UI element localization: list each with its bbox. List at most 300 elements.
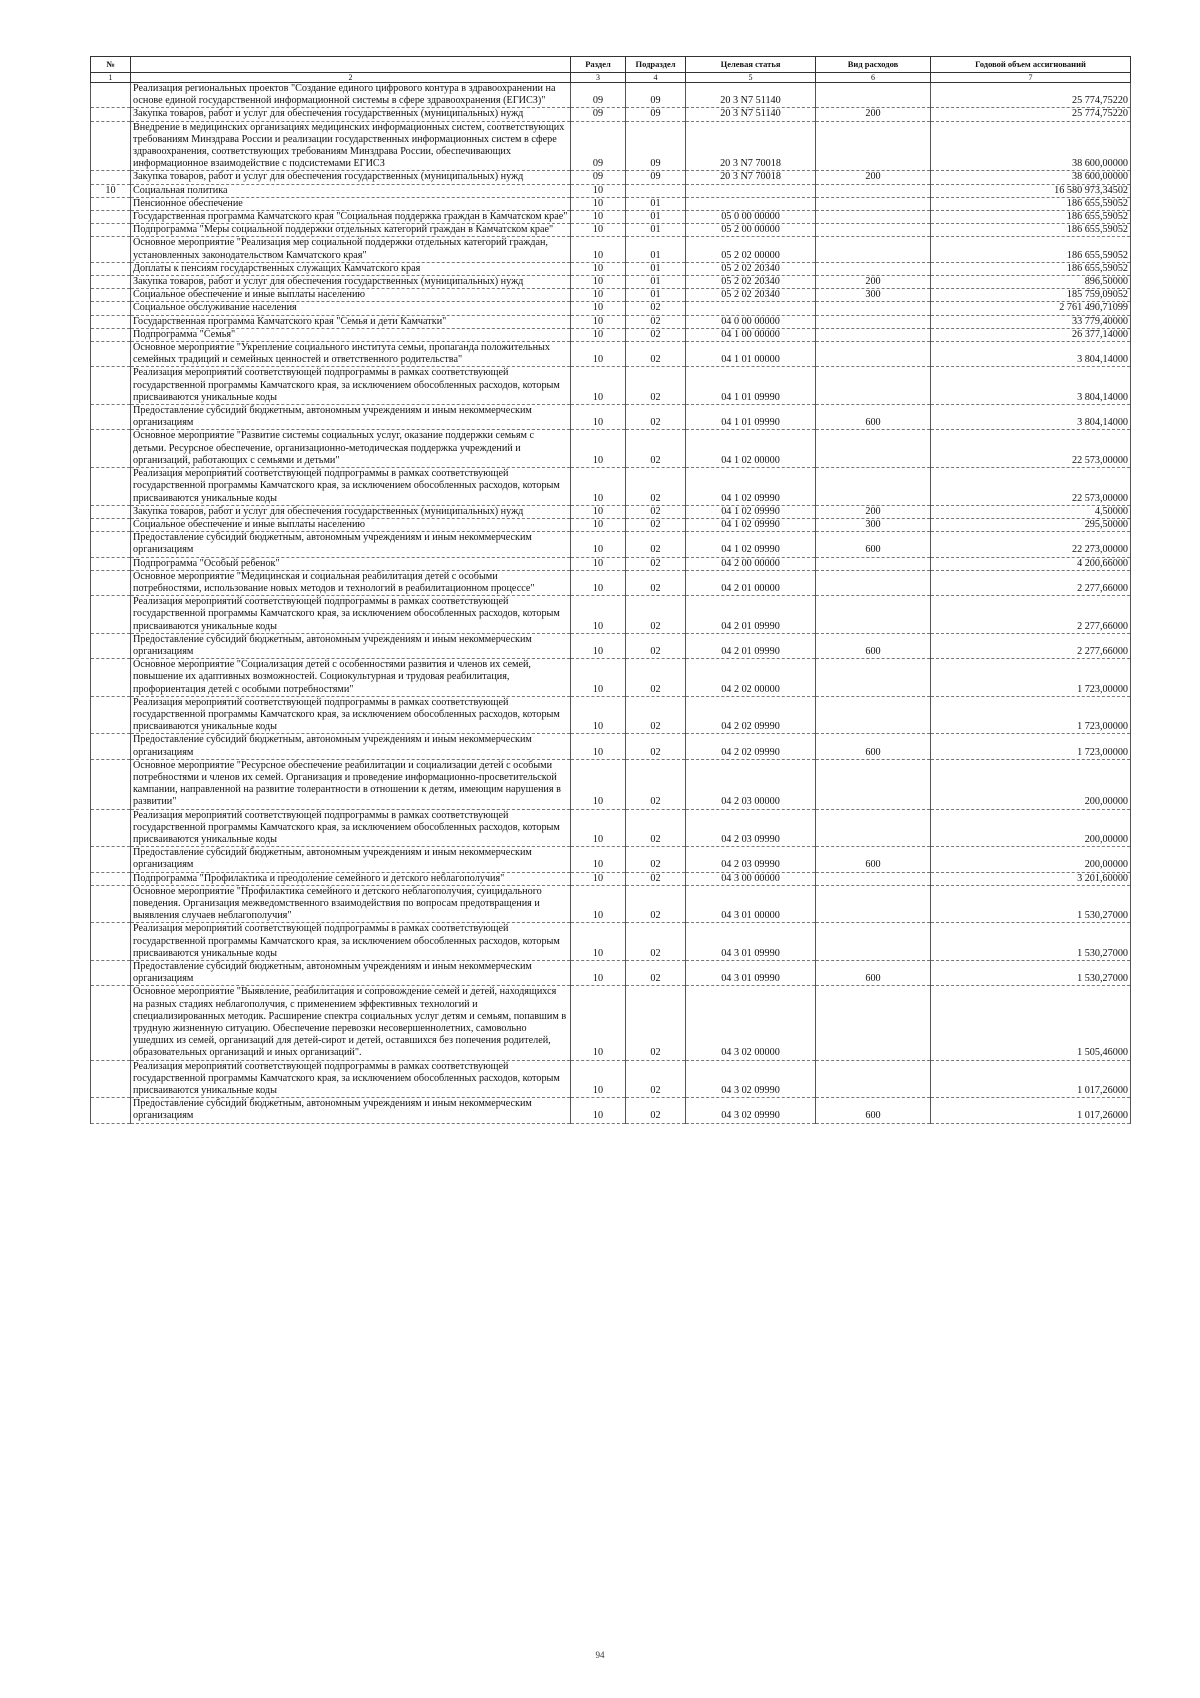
row-vid: 200 xyxy=(816,276,931,289)
row-statya: 04 1 02 09990 xyxy=(686,505,816,518)
row-number xyxy=(91,108,131,121)
row-statya: 04 3 00 00000 xyxy=(686,872,816,885)
row-name: Реализация мероприятий соответствующей подпрограммы в рамках соответствующей государственной программы Камчатского края, за исключением обособленных расходов, которым присваиваются уникальные коды xyxy=(131,1060,571,1098)
row-podrazdel: 02 xyxy=(626,505,686,518)
row-name: Закупка товаров, работ и услуг для обеспечения государственных (муниципальных) нужд xyxy=(131,108,571,121)
row-vid xyxy=(816,570,931,595)
row-number xyxy=(91,224,131,237)
row-vid xyxy=(816,367,931,405)
table-row xyxy=(91,923,1131,961)
row-podrazdel: 01 xyxy=(626,211,686,224)
row-name: Предоставление субсидий бюджетным, автономным учреждениям и иным некоммерческим организациям xyxy=(131,1098,571,1123)
row-name: Основное мероприятие "Реализация мер социальной поддержки отдельных категорий граждан, установленных законодательством Камчатского края" xyxy=(131,237,571,262)
table-row xyxy=(91,328,1131,341)
table-row xyxy=(91,809,1131,847)
row-amount: 186 655,59052 xyxy=(931,262,1131,275)
row-vid xyxy=(816,211,931,224)
row-statya: 05 2 02 00000 xyxy=(686,237,816,262)
row-amount: 33 779,40000 xyxy=(931,315,1131,328)
table-row xyxy=(91,430,1131,468)
row-vid: 600 xyxy=(816,405,931,430)
row-number xyxy=(91,809,131,847)
row-name: Подпрограмма "Семья" xyxy=(131,328,571,341)
row-number xyxy=(91,518,131,531)
row-statya: 04 1 02 09990 xyxy=(686,468,816,506)
budget-table xyxy=(90,56,1131,1124)
row-vid xyxy=(816,468,931,506)
row-amount: 1 723,00000 xyxy=(931,696,1131,734)
table-row xyxy=(91,289,1131,302)
row-podrazdel: 01 xyxy=(626,289,686,302)
row-amount: 1 530,27000 xyxy=(931,923,1131,961)
row-vid: 300 xyxy=(816,289,931,302)
row-vid xyxy=(816,328,931,341)
row-name: Основное мероприятие "Укрепление социального института семьи, пропаганда положительных семейных традиций и семейных ценностей и ответственного родительства" xyxy=(131,342,571,367)
table-body xyxy=(91,83,1131,1124)
row-name: Социальное обеспечение и иные выплаты населению xyxy=(131,518,571,531)
row-vid xyxy=(816,696,931,734)
row-podrazdel: 02 xyxy=(626,633,686,658)
table-row xyxy=(91,468,1131,506)
table-row xyxy=(91,1098,1131,1123)
row-amount: 200,00000 xyxy=(931,809,1131,847)
table-row xyxy=(91,121,1131,171)
row-name: Предоставление субсидий бюджетным, автономным учреждениям и иным некоммерческим организациям xyxy=(131,734,571,759)
row-amount: 185 759,09052 xyxy=(931,289,1131,302)
row-name: Предоставление субсидий бюджетным, автономным учреждениям и иным некоммерческим организациям xyxy=(131,405,571,430)
row-podrazdel: 02 xyxy=(626,518,686,531)
row-statya: 05 2 00 00000 xyxy=(686,224,816,237)
row-razdel: 09 xyxy=(571,83,626,108)
row-vid: 600 xyxy=(816,532,931,557)
row-statya: 04 1 01 09990 xyxy=(686,405,816,430)
row-number xyxy=(91,367,131,405)
row-razdel: 10 xyxy=(571,885,626,923)
row-statya: 04 2 02 00000 xyxy=(686,659,816,697)
row-vid xyxy=(816,342,931,367)
row-number xyxy=(91,302,131,315)
row-vid xyxy=(816,885,931,923)
header-statya: Целевая статья xyxy=(686,57,816,73)
row-name: Подпрограмма "Особый ребенок" xyxy=(131,557,571,570)
row-number xyxy=(91,121,131,171)
row-razdel: 10 xyxy=(571,197,626,210)
row-name: Предоставление субсидий бюджетным, автономным учреждениям и иным некоммерческим организациям xyxy=(131,847,571,872)
row-vid xyxy=(816,872,931,885)
row-vid xyxy=(816,262,931,275)
table-row xyxy=(91,276,1131,289)
row-number xyxy=(91,872,131,885)
row-statya: 04 2 01 00000 xyxy=(686,570,816,595)
row-vid xyxy=(816,83,931,108)
row-vid xyxy=(816,557,931,570)
row-name: Предоставление субсидий бюджетным, автономным учреждениям и иным некоммерческим организациям xyxy=(131,532,571,557)
row-vid: 200 xyxy=(816,171,931,184)
row-podrazdel: 02 xyxy=(626,430,686,468)
header-row xyxy=(91,57,1131,73)
column-number: 1 xyxy=(91,73,131,83)
row-number xyxy=(91,532,131,557)
row-podrazdel: 02 xyxy=(626,923,686,961)
row-amount: 3 201,60000 xyxy=(931,872,1131,885)
row-vid xyxy=(816,315,931,328)
row-number xyxy=(91,83,131,108)
row-amount: 2 277,66000 xyxy=(931,570,1131,595)
row-razdel: 10 xyxy=(571,342,626,367)
row-vid xyxy=(816,184,931,197)
row-vid xyxy=(816,302,931,315)
table-row xyxy=(91,872,1131,885)
row-vid: 600 xyxy=(816,1098,931,1123)
row-vid xyxy=(816,986,931,1060)
row-amount: 200,00000 xyxy=(931,759,1131,809)
row-podrazdel: 02 xyxy=(626,872,686,885)
row-razdel: 10 xyxy=(571,596,626,634)
row-statya: 04 2 02 09990 xyxy=(686,734,816,759)
row-number xyxy=(91,289,131,302)
row-podrazdel: 01 xyxy=(626,224,686,237)
row-podrazdel: 09 xyxy=(626,83,686,108)
row-number xyxy=(91,262,131,275)
row-name: Реализация мероприятий соответствующей подпрограммы в рамках соответствующей государственной программы Камчатского края, за исключением обособленных расходов, которым присваиваются уникальные коды xyxy=(131,367,571,405)
row-statya: 04 1 02 09990 xyxy=(686,518,816,531)
row-razdel: 10 xyxy=(571,262,626,275)
row-amount: 1 505,46000 xyxy=(931,986,1131,1060)
table-row xyxy=(91,532,1131,557)
row-number xyxy=(91,505,131,518)
row-name: Реализация мероприятий соответствующей подпрограммы в рамках соответствующей государственной программы Камчатского края, за исключением обособленных расходов, которым присваиваются уникальные коды xyxy=(131,596,571,634)
table-row xyxy=(91,224,1131,237)
row-statya: 04 3 02 09990 xyxy=(686,1098,816,1123)
row-statya: 04 3 01 09990 xyxy=(686,923,816,961)
row-number xyxy=(91,847,131,872)
row-name: Закупка товаров, работ и услуг для обеспечения государственных (муниципальных) нужд xyxy=(131,171,571,184)
row-podrazdel xyxy=(626,184,686,197)
row-amount: 186 655,59052 xyxy=(931,237,1131,262)
row-statya: 04 2 03 09990 xyxy=(686,847,816,872)
row-podrazdel: 02 xyxy=(626,1098,686,1123)
row-podrazdel: 01 xyxy=(626,237,686,262)
row-name: Реализация мероприятий соответствующей подпрограммы в рамках соответствующей государственной программы Камчатского края, за исключением обособленных расходов, которым присваиваются уникальные коды xyxy=(131,468,571,506)
row-number xyxy=(91,430,131,468)
row-vid xyxy=(816,197,931,210)
row-statya: 04 1 02 00000 xyxy=(686,430,816,468)
row-number xyxy=(91,1098,131,1123)
row-razdel: 10 xyxy=(571,1060,626,1098)
row-name: Закупка товаров, работ и услуг для обеспечения государственных (муниципальных) нужд xyxy=(131,505,571,518)
table-row xyxy=(91,885,1131,923)
row-name: Основное мероприятие "Выявление, реабилитация и сопровождение семей и детей, находящихся на разных стадиях неблагополучия, с применением эффективных технологий и специализированных методик. Расширение спектра социальных услуг детям и семьям, попавшим в трудную жизненную ситуацию. Обеспечение перевозки несовершеннолетних, самовольно ушедших из семей, организаций для детей-сирот и детей, оставшихся без попечения родителей, образовательных организаций и иных организаций". xyxy=(131,986,571,1060)
row-name: Внедрение в медицинских организациях медицинских информационных систем, соответствующих требованиям Минздрава России и реализации государственных информационных систем в сфере здравоохранения, соответствующих требованиям Минздрава России, обеспечивающих информационное взаимодействие с подсистемами ЕГИСЗ xyxy=(131,121,571,171)
row-name: Основное мероприятие "Ресурсное обеспечение реабилитации и социализации детей с особыми потребностями и членов их семей. Организация и проведение информационно-просветительской кампании, направленной на развитие толерантности в отношении к детям, имеющим нарушения в развитии" xyxy=(131,759,571,809)
row-amount: 896,50000 xyxy=(931,276,1131,289)
row-name: Закупка товаров, работ и услуг для обеспечения государственных (муниципальных) нужд xyxy=(131,276,571,289)
row-razdel: 10 xyxy=(571,986,626,1060)
row-podrazdel: 02 xyxy=(626,342,686,367)
row-razdel: 10 xyxy=(571,430,626,468)
table-row xyxy=(91,570,1131,595)
row-podrazdel: 02 xyxy=(626,847,686,872)
row-statya: 04 3 02 09990 xyxy=(686,1060,816,1098)
row-razdel: 09 xyxy=(571,171,626,184)
row-number xyxy=(91,885,131,923)
table-row xyxy=(91,734,1131,759)
row-vid xyxy=(816,121,931,171)
row-vid: 600 xyxy=(816,734,931,759)
row-razdel: 10 xyxy=(571,659,626,697)
row-razdel: 10 xyxy=(571,367,626,405)
table-row xyxy=(91,184,1131,197)
row-podrazdel: 02 xyxy=(626,1060,686,1098)
row-podrazdel: 02 xyxy=(626,367,686,405)
row-vid: 200 xyxy=(816,108,931,121)
row-vid xyxy=(816,659,931,697)
row-statya: 04 2 03 00000 xyxy=(686,759,816,809)
table-row xyxy=(91,342,1131,367)
table-row xyxy=(91,847,1131,872)
row-statya: 04 2 02 09990 xyxy=(686,696,816,734)
header-name xyxy=(131,57,571,73)
column-numbers-row xyxy=(91,73,1131,83)
row-number: 10 xyxy=(91,184,131,197)
row-name: Подпрограмма "Профилактика и преодоление семейного и детского неблагополучия" xyxy=(131,872,571,885)
row-number xyxy=(91,570,131,595)
row-statya: 04 3 01 00000 xyxy=(686,885,816,923)
row-podrazdel: 01 xyxy=(626,197,686,210)
header-number: № xyxy=(91,57,131,73)
row-razdel: 10 xyxy=(571,328,626,341)
row-razdel: 10 xyxy=(571,1098,626,1123)
page-number: 94 xyxy=(595,1650,605,1660)
row-amount: 186 655,59052 xyxy=(931,211,1131,224)
row-razdel: 09 xyxy=(571,121,626,171)
row-podrazdel: 02 xyxy=(626,532,686,557)
row-statya: 04 2 00 00000 xyxy=(686,557,816,570)
row-number xyxy=(91,468,131,506)
row-vid: 200 xyxy=(816,505,931,518)
row-podrazdel: 02 xyxy=(626,302,686,315)
row-number xyxy=(91,315,131,328)
row-vid: 300 xyxy=(816,518,931,531)
row-number xyxy=(91,596,131,634)
row-podrazdel: 02 xyxy=(626,570,686,595)
row-vid: 600 xyxy=(816,633,931,658)
row-amount: 25 774,75220 xyxy=(931,108,1131,121)
row-amount: 2 277,66000 xyxy=(931,596,1131,634)
row-statya: 05 0 00 00000 xyxy=(686,211,816,224)
row-amount: 26 377,14000 xyxy=(931,328,1131,341)
row-name: Реализация мероприятий соответствующей подпрограммы в рамках соответствующей государственной программы Камчатского края, за исключением обособленных расходов, которым присваиваются уникальные коды xyxy=(131,923,571,961)
row-number xyxy=(91,328,131,341)
table-row xyxy=(91,108,1131,121)
row-razdel: 10 xyxy=(571,315,626,328)
table-row xyxy=(91,759,1131,809)
row-razdel: 10 xyxy=(571,734,626,759)
row-amount: 1 017,26000 xyxy=(931,1060,1131,1098)
row-name: Основное мероприятие "Медицинская и социальная реабилитация детей с особыми потребностями, использование новых методов и технологий в реабилитационном процессе" xyxy=(131,570,571,595)
row-number xyxy=(91,237,131,262)
row-number xyxy=(91,557,131,570)
row-name: Государственная программа Камчатского края "Социальная поддержка граждан в Камчатском крае" xyxy=(131,211,571,224)
row-vid: 600 xyxy=(816,847,931,872)
header-podrazdel: Подраздел xyxy=(626,57,686,73)
row-amount: 22 573,00000 xyxy=(931,468,1131,506)
row-vid xyxy=(816,430,931,468)
row-name: Реализация мероприятий соответствующей подпрограммы в рамках соответствующей государственной программы Камчатского края, за исключением обособленных расходов, которым присваиваются уникальные коды xyxy=(131,696,571,734)
column-number: 4 xyxy=(626,73,686,83)
row-number xyxy=(91,1060,131,1098)
column-number: 5 xyxy=(686,73,816,83)
row-podrazdel: 09 xyxy=(626,108,686,121)
row-amount: 16 580 973,34502 xyxy=(931,184,1131,197)
row-number xyxy=(91,197,131,210)
row-podrazdel: 02 xyxy=(626,405,686,430)
row-podrazdel: 01 xyxy=(626,276,686,289)
row-name: Основное мероприятие "Профилактика семейного и детского неблагополучия, суицидального поведения. Организация межведомственного взаимодействия по вопросам предотвращения и выявления случаев неблагополучия" xyxy=(131,885,571,923)
row-podrazdel: 02 xyxy=(626,659,686,697)
row-razdel: 10 xyxy=(571,518,626,531)
row-name: Социальная политика xyxy=(131,184,571,197)
row-podrazdel: 02 xyxy=(626,596,686,634)
row-podrazdel: 02 xyxy=(626,961,686,986)
row-podrazdel: 09 xyxy=(626,171,686,184)
row-razdel: 10 xyxy=(571,237,626,262)
row-statya: 04 1 00 00000 xyxy=(686,328,816,341)
row-amount: 1 530,27000 xyxy=(931,885,1131,923)
row-statya xyxy=(686,302,816,315)
row-name: Предоставление субсидий бюджетным, автономным учреждениям и иным некоммерческим организациям xyxy=(131,633,571,658)
table-row xyxy=(91,237,1131,262)
column-number: 6 xyxy=(816,73,931,83)
table-row xyxy=(91,302,1131,315)
row-razdel: 09 xyxy=(571,108,626,121)
row-razdel: 10 xyxy=(571,759,626,809)
row-number xyxy=(91,734,131,759)
row-razdel: 10 xyxy=(571,557,626,570)
row-razdel: 10 xyxy=(571,961,626,986)
row-razdel: 10 xyxy=(571,532,626,557)
row-number xyxy=(91,986,131,1060)
row-amount: 4 200,66000 xyxy=(931,557,1131,570)
row-razdel: 10 xyxy=(571,633,626,658)
row-podrazdel: 02 xyxy=(626,759,686,809)
row-statya: 04 0 00 00000 xyxy=(686,315,816,328)
row-number xyxy=(91,276,131,289)
row-podrazdel: 02 xyxy=(626,885,686,923)
table-row xyxy=(91,518,1131,531)
table-row xyxy=(91,405,1131,430)
row-razdel: 10 xyxy=(571,847,626,872)
row-statya: 04 3 02 00000 xyxy=(686,986,816,1060)
column-number: 7 xyxy=(931,73,1131,83)
row-name: Подпрограмма "Меры социальной поддержки отдельных категорий граждан в Камчатском крае" xyxy=(131,224,571,237)
row-name: Пенсионное обеспечение xyxy=(131,197,571,210)
row-razdel: 10 xyxy=(571,872,626,885)
row-number xyxy=(91,633,131,658)
row-amount: 2 277,66000 xyxy=(931,633,1131,658)
row-podrazdel: 02 xyxy=(626,809,686,847)
row-statya: 04 1 02 09990 xyxy=(686,532,816,557)
row-vid xyxy=(816,1060,931,1098)
column-number: 2 xyxy=(131,73,571,83)
row-podrazdel: 02 xyxy=(626,734,686,759)
header-amount: Годовой объем ассигнований xyxy=(931,57,1131,73)
row-name: Основное мероприятие "Социализация детей с особенностями развития и членов их семей, повышение их адаптивных возможностей. Социокультурная и трудовая реабилитация, профориентация детей с особыми потребностями" xyxy=(131,659,571,697)
table-row xyxy=(91,367,1131,405)
row-statya: 20 3 N7 51140 xyxy=(686,83,816,108)
row-amount: 1 017,26000 xyxy=(931,1098,1131,1123)
table-row xyxy=(91,262,1131,275)
row-number xyxy=(91,342,131,367)
row-vid xyxy=(816,923,931,961)
table-row xyxy=(91,171,1131,184)
row-statya: 04 2 03 09990 xyxy=(686,809,816,847)
row-amount: 38 600,00000 xyxy=(931,121,1131,171)
row-vid: 600 xyxy=(816,961,931,986)
table-row xyxy=(91,197,1131,210)
row-number xyxy=(91,759,131,809)
row-podrazdel: 09 xyxy=(626,121,686,171)
row-razdel: 10 xyxy=(571,696,626,734)
row-razdel: 10 xyxy=(571,405,626,430)
row-statya: 05 2 02 20340 xyxy=(686,262,816,275)
row-razdel: 10 xyxy=(571,570,626,595)
row-statya xyxy=(686,184,816,197)
table-row xyxy=(91,315,1131,328)
row-amount: 38 600,00000 xyxy=(931,171,1131,184)
row-name: Реализация мероприятий соответствующей подпрограммы в рамках соответствующей государственной программы Камчатского края, за исключением обособленных расходов, которым присваиваются уникальные коды xyxy=(131,809,571,847)
row-podrazdel: 01 xyxy=(626,262,686,275)
row-razdel: 10 xyxy=(571,211,626,224)
header-razdel: Раздел xyxy=(571,57,626,73)
table-row xyxy=(91,659,1131,697)
row-amount: 3 804,14000 xyxy=(931,342,1131,367)
row-number xyxy=(91,696,131,734)
row-number xyxy=(91,211,131,224)
row-podrazdel: 02 xyxy=(626,696,686,734)
row-vid xyxy=(816,237,931,262)
row-razdel: 10 xyxy=(571,809,626,847)
row-statya: 04 1 01 09990 xyxy=(686,367,816,405)
row-name: Социальное обеспечение и иные выплаты населению xyxy=(131,289,571,302)
row-razdel: 10 xyxy=(571,289,626,302)
row-amount: 186 655,59052 xyxy=(931,224,1131,237)
row-amount: 22 573,00000 xyxy=(931,430,1131,468)
row-statya: 20 3 N7 51140 xyxy=(686,108,816,121)
row-name: Социальное обслуживание населения xyxy=(131,302,571,315)
row-statya: 04 1 01 00000 xyxy=(686,342,816,367)
row-vid xyxy=(816,224,931,237)
row-number xyxy=(91,659,131,697)
row-podrazdel: 02 xyxy=(626,328,686,341)
row-statya: 04 3 01 09990 xyxy=(686,961,816,986)
row-razdel: 10 xyxy=(571,505,626,518)
row-amount: 186 655,59052 xyxy=(931,197,1131,210)
row-name: Государственная программа Камчатского края "Семья и дети Камчатки" xyxy=(131,315,571,328)
row-razdel: 10 xyxy=(571,302,626,315)
row-amount: 1 723,00000 xyxy=(931,734,1131,759)
row-name: Реализация региональных проектов "Создание единого цифрового контура в здравоохранении на основе единой государственной информационной системы в сфере здравоохранения (ЕГИСЗ)" xyxy=(131,83,571,108)
header-vid: Вид расходов xyxy=(816,57,931,73)
row-amount: 2 761 490,71099 xyxy=(931,302,1131,315)
row-amount: 295,50000 xyxy=(931,518,1131,531)
row-razdel: 10 xyxy=(571,276,626,289)
row-razdel: 10 xyxy=(571,224,626,237)
row-statya: 20 3 N7 70018 xyxy=(686,121,816,171)
row-number xyxy=(91,923,131,961)
row-podrazdel: 02 xyxy=(626,468,686,506)
row-razdel: 10 xyxy=(571,468,626,506)
